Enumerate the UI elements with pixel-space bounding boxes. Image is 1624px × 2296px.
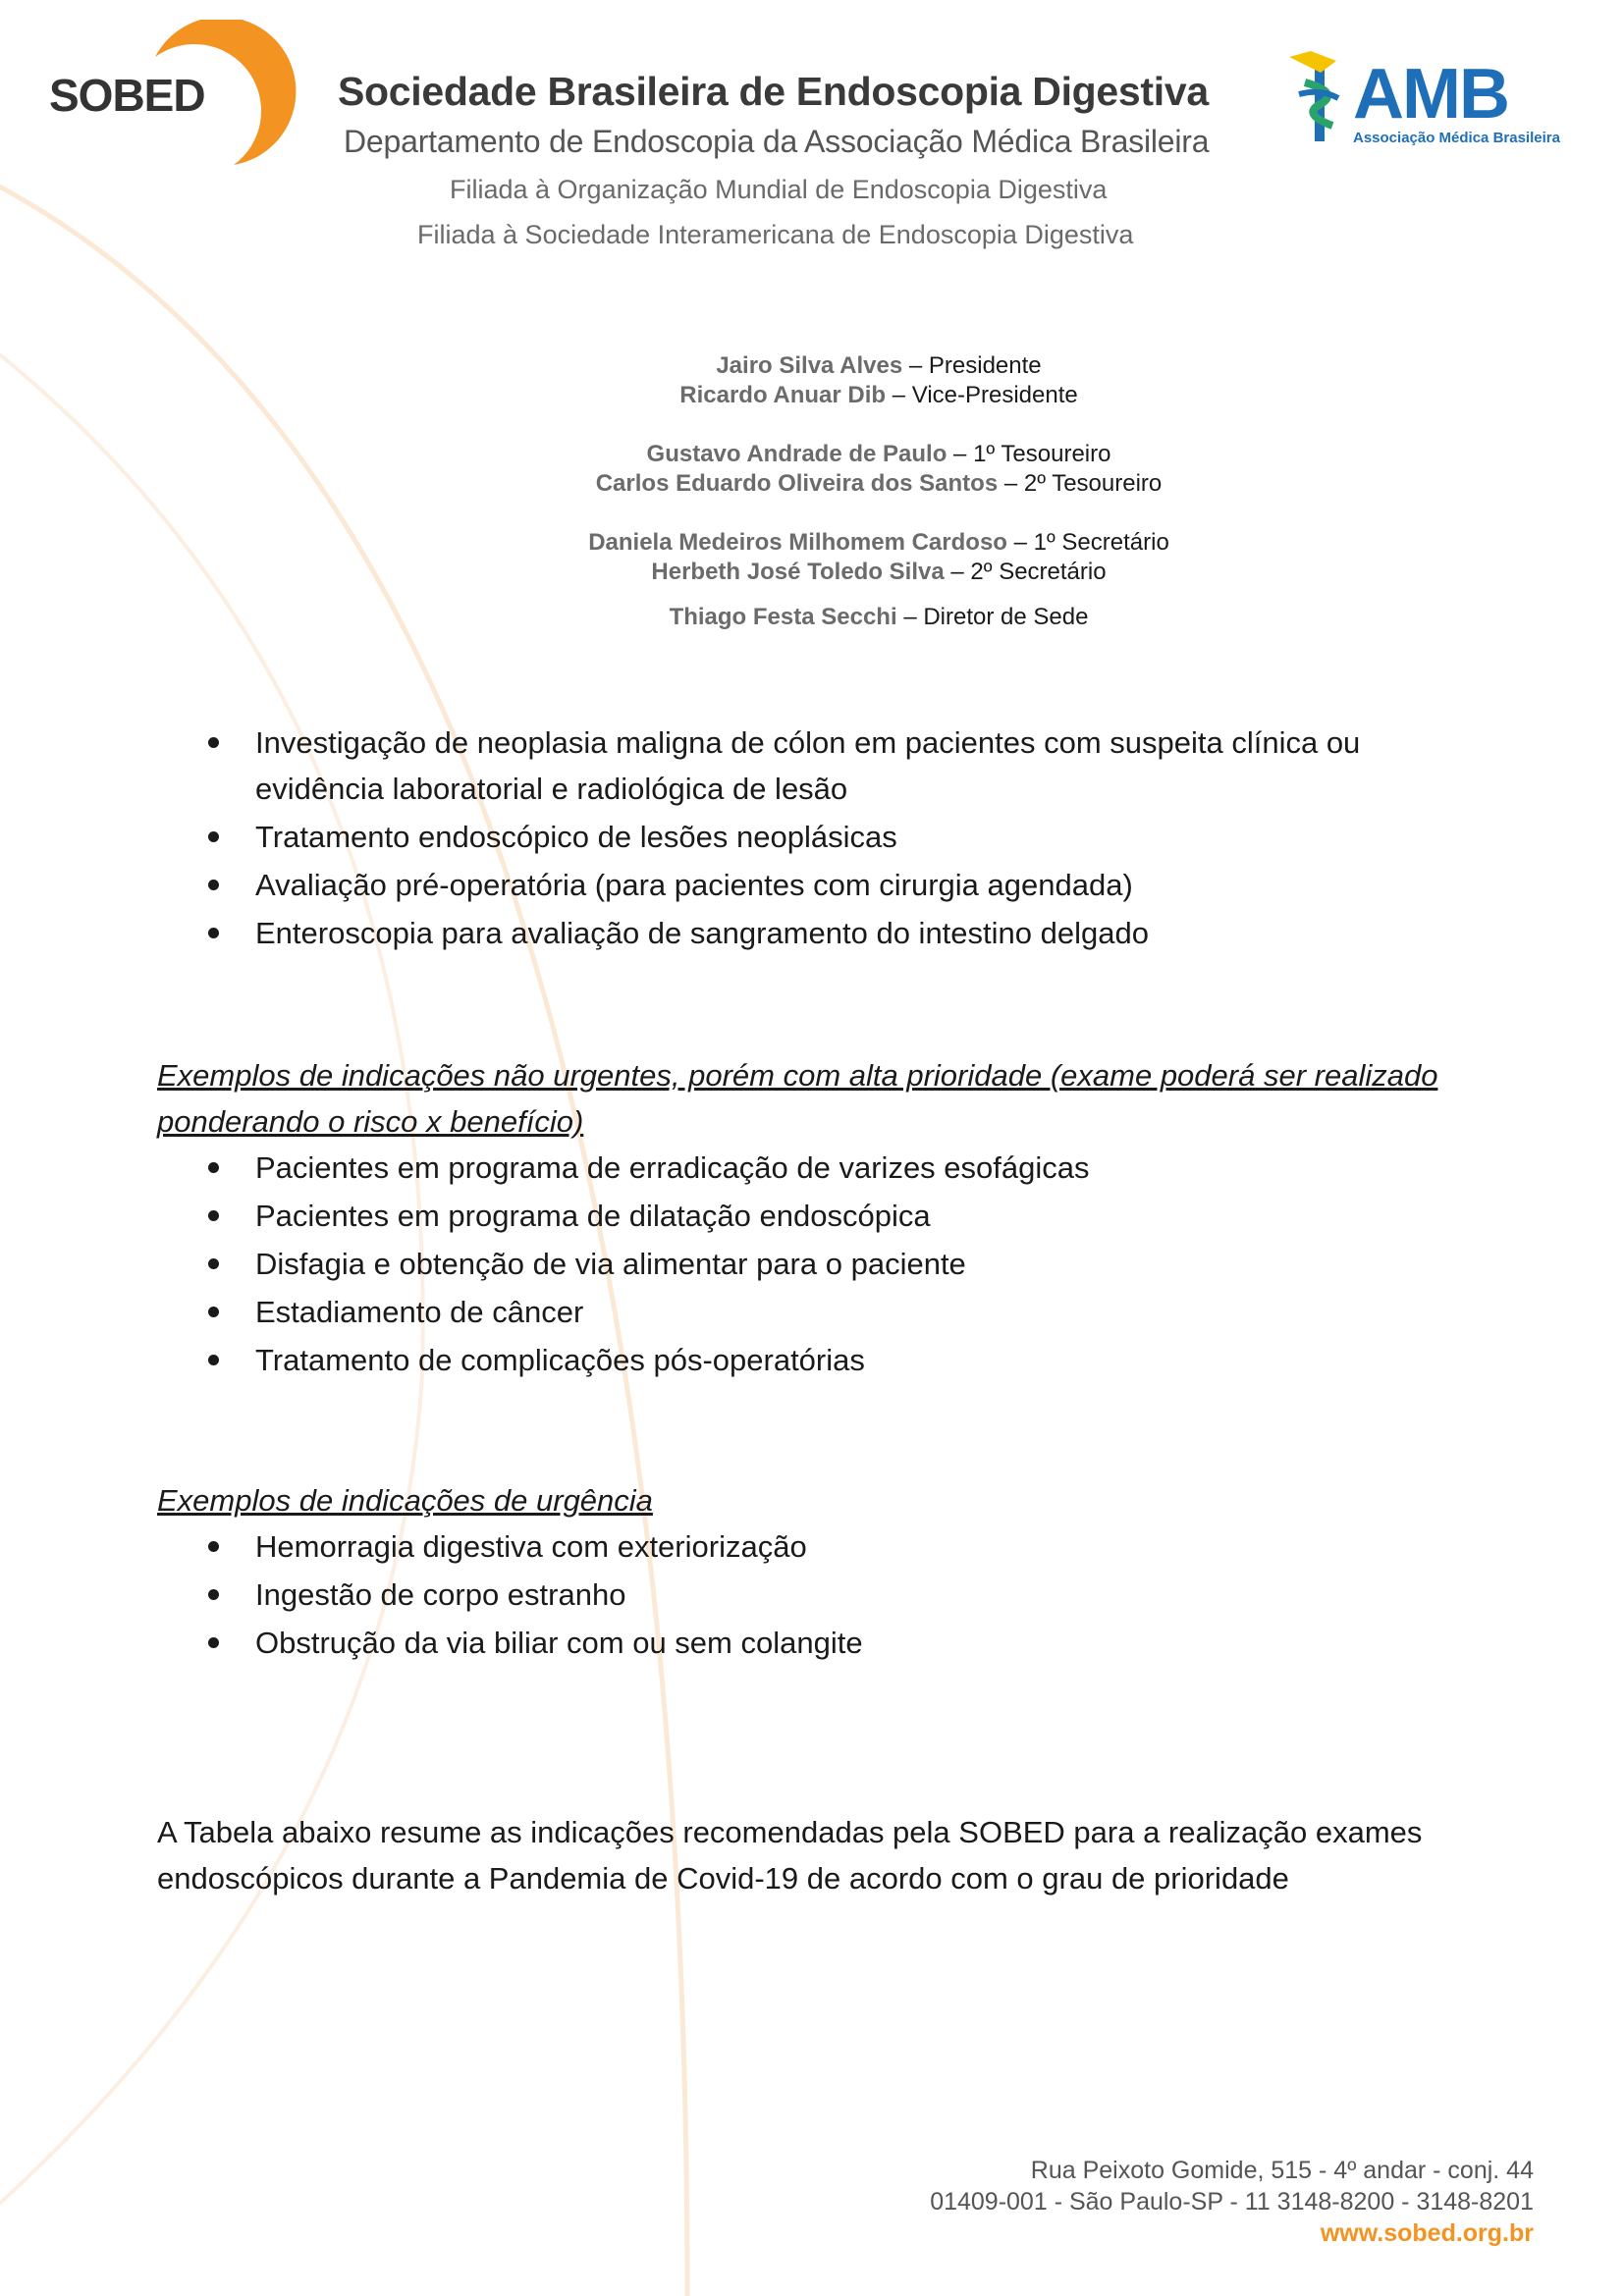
board-members [0, 351, 1624, 632]
list-item: Estadiamento de câncer [157, 1289, 1492, 1335]
list-item: Avaliação pré-operatória (para pacientes com cirurgia agendada) [157, 862, 1492, 908]
list-item: Tratamento endoscópico de lesões neoplásicas [157, 814, 1492, 860]
list-item: Hemorragia digestiva com exteriorização [157, 1523, 1492, 1570]
list-item: Tratamento de complicações pós-operatórias [157, 1337, 1492, 1383]
section-heading: Exemplos de indicações não urgentes, porém com alta prioridade (exame poderá ser realizado ponderando o risco x benefício) [157, 1058, 1438, 1139]
list-item: Pacientes em programa de dilatação endoscópica [157, 1193, 1492, 1239]
board-member: Ricardo Anuar Dib – Vice-Presidente [679, 382, 1078, 408]
intro-list [157, 720, 1492, 956]
high-priority-section [157, 1052, 1492, 1385]
affiliation-2: Filiada à Sociedade Interamericana de Endoscopia Digestiva [417, 220, 1134, 249]
org-department: Departamento de Endoscopia da Associação Médica Brasileira [344, 124, 1210, 159]
closing-block [157, 1809, 1492, 1901]
address-line-2: 01409-001 - São Paulo-SP - 11 3148-8200 - 3148-8201 [930, 2188, 1534, 2216]
high-priority-list [157, 1145, 1492, 1383]
footer-address [930, 2155, 1534, 2249]
list-item: Disfagia e obtenção de via alimentar para o paciente [157, 1241, 1492, 1287]
org-name: Sociedade Brasileira de Endoscopia Digestiva [338, 69, 1209, 114]
intro-list-block [157, 720, 1492, 958]
website-link[interactable]: www.sobed.org.br [1320, 2219, 1534, 2247]
board-member: Carlos Eduardo Oliveira dos Santos – 2º Tesoureiro [595, 470, 1163, 497]
board-member: Gustavo Andrade de Paulo – 1º Tesoureiro [646, 441, 1111, 467]
amb-logo-text: AMB [1353, 55, 1508, 133]
urgent-list [157, 1523, 1492, 1666]
address-line-1: Rua Peixoto Gomide, 515 - 4º andar - conj. 44 [1030, 2157, 1534, 2184]
affiliation-1: Filiada à Organização Mundial de Endoscopia Digestiva [450, 175, 1108, 204]
list-item: Enteroscopia para avaliação de sangramento do intestino delgado [157, 910, 1492, 956]
amb-logo-subtitle: Associação Médica Brasileira [1353, 130, 1560, 146]
list-item: Pacientes em programa de erradicação de varizes esofágicas [157, 1145, 1492, 1191]
list-item: Investigação de neoplasia maligna de cólon em pacientes com suspeita clínica ou evidência laboratorial e radiológica de lesão [157, 720, 1492, 812]
list-item: Obstrução da via biliar com ou sem colangite [157, 1620, 1492, 1666]
sobed-logo-text: SOBED [49, 70, 205, 121]
board-member: Thiago Festa Secchi – Diretor de Sede [669, 604, 1089, 630]
list-item: Ingestão de corpo estranho [157, 1572, 1492, 1618]
board-member: Herbeth José Toledo Silva – 2º Secretário [651, 559, 1107, 585]
section-heading: Exemplos de indicações de urgência [157, 1483, 653, 1518]
urgent-section [157, 1477, 1492, 1668]
closing-paragraph: A Tabela abaixo resume as indicações recomendadas pela SOBED para a realização exames endoscópicos durante a Pandemia de Covid-19 de acordo com o grau de prioridade [157, 1815, 1423, 1896]
board-member: Jairo Silva Alves – Presidente [716, 352, 1042, 379]
board-member: Daniela Medeiros Milhomem Cardoso – 1º Secretário [588, 529, 1169, 556]
